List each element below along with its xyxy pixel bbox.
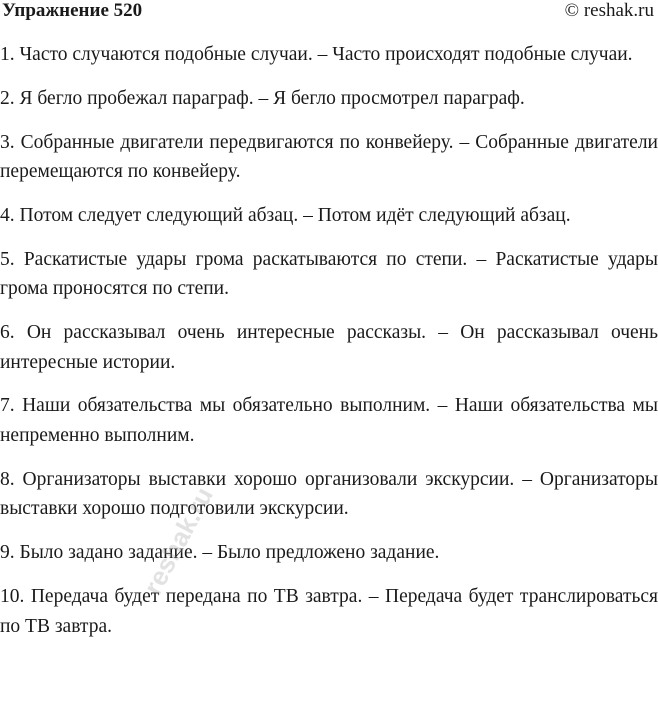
site-credit: © reshak.ru xyxy=(564,0,654,21)
answer-item-5: 5. Раскатистые удары грома раскатываются по степи. – Раскатистые удары грома проносятся по степи. xyxy=(0,248,658,300)
watermark-text: reshak.ru xyxy=(137,482,219,600)
answer-item-1: 1. Часто случаются подобные случаи. – Часто происходят подобные случаи. xyxy=(0,44,633,65)
answer-item-2: 2. Я бегло пробежал параграф. – Я бегло просмотрел параграф. xyxy=(0,87,525,109)
answer-item-4: 4. Потом следует следующий абзац. – Потом идёт следующий абзац. xyxy=(0,204,571,226)
answer-item-9: 9. Было задано задание. – Было предложено задание. xyxy=(0,542,440,564)
page-header xyxy=(0,0,658,24)
answer-item-6: 6. Он рассказывал очень интересные рассказы. – Он рассказывал очень интересные истории. xyxy=(0,322,658,373)
answer-item-7: 7. Наши обязательства мы обязательно выполним. – Наши обязательства мы непременно выполним. xyxy=(0,395,658,447)
answer-item-8: 8. Организаторы выставки хорошо организовали экскурсии. – Организаторы выставки хорошо подготовили экскурсии. xyxy=(0,468,658,520)
answer-item-3: 3. Собранные двигатели передвигаются по конвейеру. – Собранные двигатели перемещаются по конвейеру. xyxy=(0,131,658,183)
exercise-answers xyxy=(0,40,658,655)
exercise-title: Упражнение 520 xyxy=(2,0,143,21)
answer-item-10: 10. Передача будет передана по ТВ завтра. – Передача будет транслироваться по ТВ завтра. xyxy=(0,586,658,637)
